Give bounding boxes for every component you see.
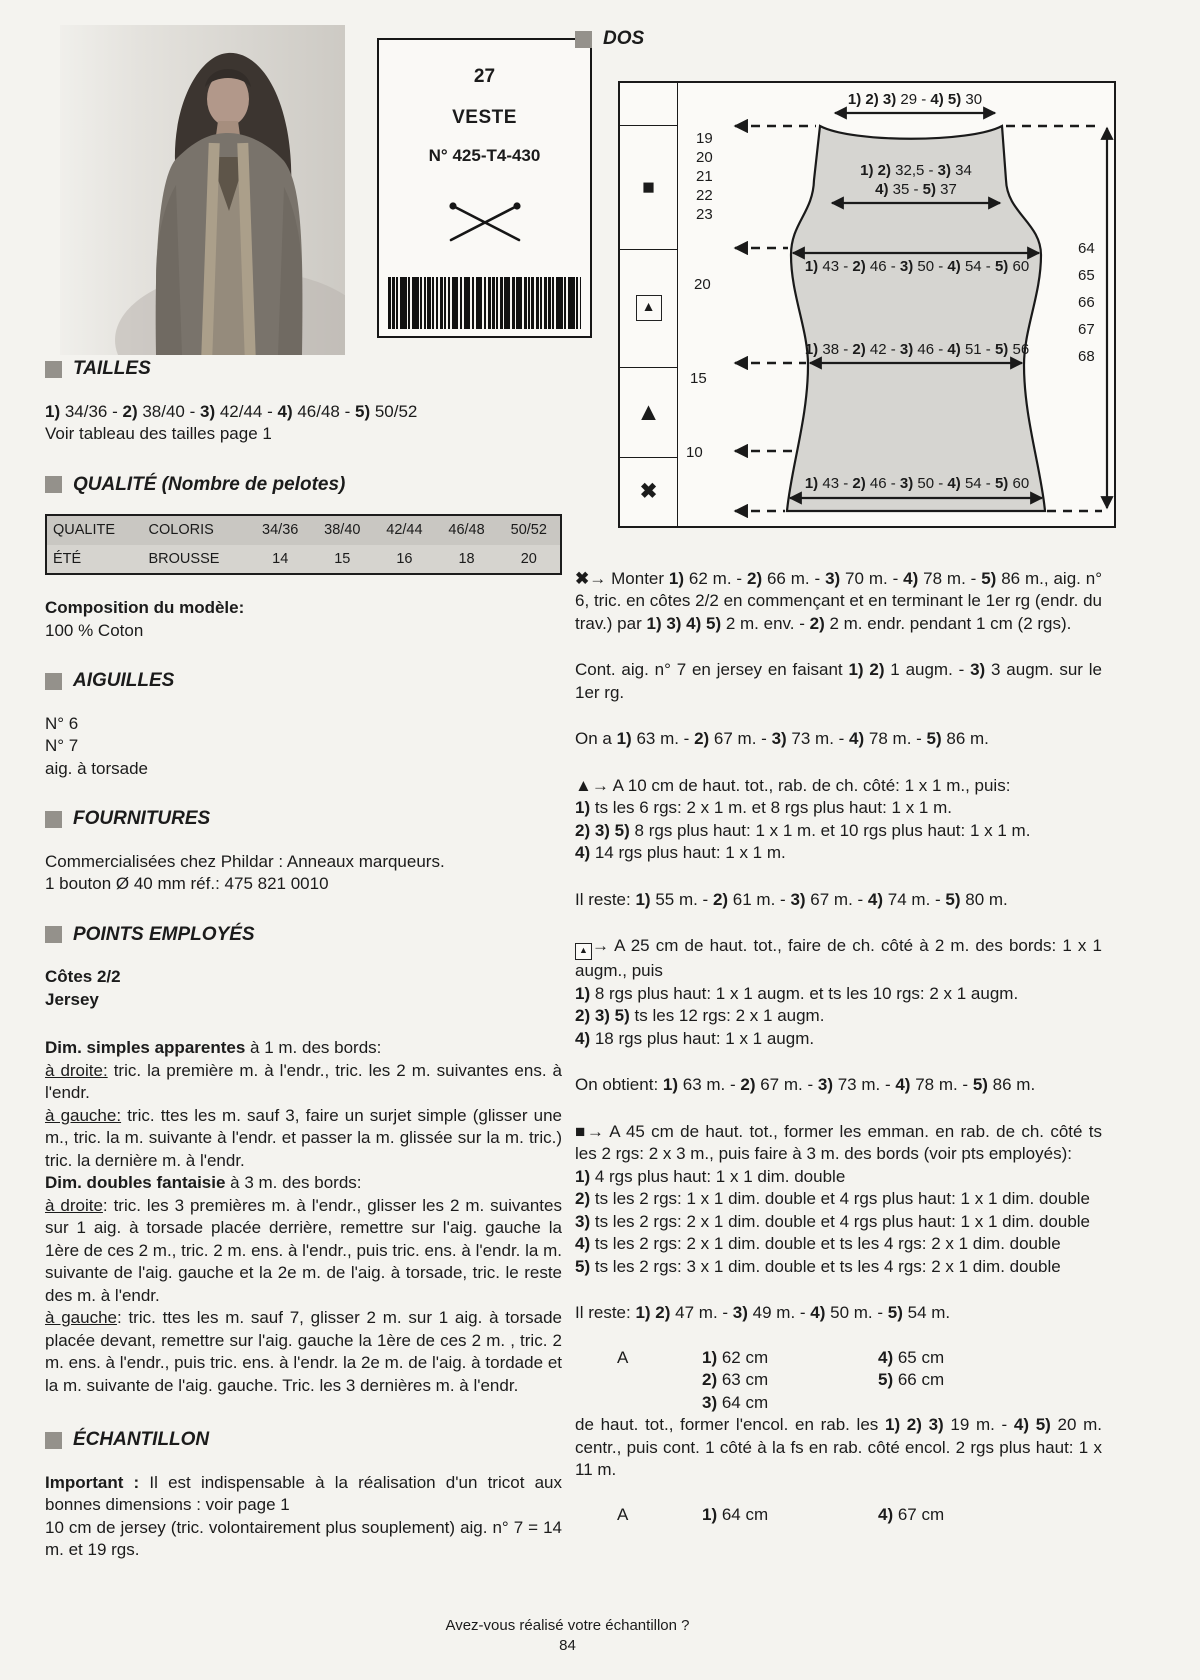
left-column: [45, 358, 562, 1562]
supplies-list: Commercialisées chez Phildar : Anneaux marqueurs. 1 bouton Ø 40 mm réf.: 475 821 0010: [45, 851, 445, 893]
section-marker-icon: [45, 361, 62, 378]
increase-paragraph: ▲ → A 25 cm de haut. tot., faire de ch. côté à 2 m. des bords: 1 x 1 augm., puis 1) 8 rgs plus haut: 1 x 1 augm. et ts les 10 rgs: 2 x 1 augm. 2) 3) 5) ts les 12 rgs: 2 x 1 augm. 4) 18 rgs plus haut: 1 x 1 augm.: [575, 936, 1102, 1048]
side-mark-20: 20: [694, 275, 711, 293]
shoulder-width-label: 1) 2) 32,5 - 3) 34 4) 35 - 5) 37: [860, 161, 972, 198]
legend-cell-triangle-icon: ▲: [620, 368, 677, 458]
pattern-reference: N° 425-T4-430: [428, 146, 541, 165]
symbol-legend-column: [620, 83, 678, 526]
section-marker-icon: [45, 673, 62, 690]
col-header: 42/44: [373, 515, 435, 545]
section-title: DOS: [603, 28, 645, 49]
sizes-line: 1) 34/36 - 2) 38/40 - 3) 42/44 - 4) 46/48 - 5) 50/52: [45, 401, 418, 421]
pattern-id-card: [377, 38, 592, 338]
neck-width-label: 1) 2) 3) 29 - 4) 5) 30: [847, 90, 983, 108]
cell-count: 14: [249, 545, 311, 575]
side-mark-15: 15: [690, 369, 707, 387]
armhole-width-label: 1) 43 - 2) 46 - 3) 50 - 4) 54 - 5) 60: [804, 257, 1030, 275]
remaining-2-paragraph: Il reste: 1) 2) 47 m. - 3) 49 m. - 4) 50 m. - 5) 54 m.: [575, 1303, 951, 1322]
decrease-instructions: Dim. simples apparentes à 1 m. des bords: à droite: tric. la première m. à l'endr., tric. les 2 m. suivantes ens. à l'endr. à gauche: tric. ttes les m. sauf 3, faire un surjet simple (glisser une m., tric. la m. suivante à l'endr. et passer la m. glissée sur la m. tric.) tric. la dernière m. à l'endr. Dim. doubles fantaisie à 3 m. des bords: à droite: tric. les 3 premières m. à l'endr., glisser les 2 m. suivantes sur 1 aig. à torsade placée derrière, remettre sur l'aig. gauche la 1ère de ces 2 m., tric. 2 m. ens. à l'endr., puis tric. ens. à l'endr. la m. suivante de l'aig. gauche et la 2e m. de l'aig. à torsade, tric. le reste des m. à l'endr. à gauche: tric. ttes les m. sauf 7, glisser 2 m. sur 1 aig. à torsade placée devant, remettre sur l'aig. gauche la 1ère de ces 2 m. , tric. 2 m. ens. à l'endr., puis tric. ens. à l'endr. la 2e m. de l'aig. à tordade et la m. suivante de l'aig. gauche. Tric. les 3 dernières m. à l'endr.: [45, 1038, 562, 1395]
armhole-paragraph: ■→ A 45 cm de haut. tot., former les emman. en rab. de ch. côté ts les 2 rgs: 2 x 3 m., puis faire à 3 m. des bords (voir pts employés): 1) 4 rgs plus haut: 1 x 1 dim. double 2) ts les 2 rgs: 1 x 1 dim. double et 4 rgs plus haut: 1 x 1 dim. double 3) ts les 2 rgs: 2 x 1 dim. double et 4 rgs plus haut: 1 x 1 dim. double 4) ts les 2 rgs: 2 x 1 dim. double et ts les 4 rgs: 2 x 1 dim. double 5) ts les 2 rgs: 3 x 1 dim. double et ts les 4 rgs: 2 x 1 dim. double: [575, 1121, 1102, 1276]
decrease-paragraph: ▲→ A 10 cm de haut. tot., rab. de ch. côté: 1 x 1 m., puis: 1) ts les 6 rgs: 2 x 1 m. et 8 rgs plus haut: 1 x 1 m. 2) 3) 5) 8 rgs plus haut: 1 x 1 m. et 10 rgs plus haut: 1 x 1 m. 4) 14 rgs plus haut: 1 x 1 m.: [575, 775, 1031, 862]
pelotes-table-header-row: [46, 515, 561, 545]
section-heading-aiguilles: [45, 670, 562, 693]
cell-count: 15: [311, 545, 373, 575]
model-photo: [60, 25, 345, 355]
section-title: AIGUILLES: [73, 670, 175, 691]
legend-cell-boxed-triangle-icon: ▲: [620, 250, 677, 368]
col-header: 46/48: [435, 515, 497, 545]
back-piece-schematic: [618, 81, 1116, 528]
cast-on-paragraph: ✖→ Monter 1) 62 m. - 2) 66 m. - 3) 70 m. - 4) 78 m. - 5) 86 m., aig. n° 6, tric. en côtes 2/2 en commençant et en terminant le 1er rg (endr. du trav.) par 1) 3) 4) 5) 2 m. env. - 2) 2 m. endr. pendant 1 cm (2 rgs).: [575, 568, 1103, 633]
crossed-needles-icon: [379, 194, 590, 259]
legend-cell: [620, 83, 677, 126]
col-header: 34/36: [249, 515, 311, 545]
footer-question: Avez-vous réalisé votre échantillon ?: [445, 1617, 690, 1634]
section-title: ÉCHANTILLON: [73, 1429, 210, 1450]
side-mark-10: 10: [686, 443, 703, 461]
garment-type: VESTE: [452, 106, 517, 128]
section-heading-points: [45, 924, 562, 947]
section-heading-tailles: [45, 358, 562, 381]
height-table-a2: [575, 1504, 1102, 1527]
cell-color: BROUSSE: [143, 545, 250, 575]
section-title: TAILLES: [73, 358, 151, 379]
page-footer: [0, 1616, 1135, 1656]
section-heading-fournitures: [45, 808, 562, 831]
neck-row-numbers: 19 20 21 22 23: [696, 129, 713, 223]
table-a-col1: 1) 64 cm: [702, 1504, 769, 1524]
col-header: COLORIS: [143, 515, 250, 545]
section-title: POINTS EMPLOYÉS: [73, 923, 255, 945]
cell-count: 18: [435, 545, 497, 575]
neckline-paragraph: de haut. tot., former l'encol. en rab. les 1) 2) 3) 19 m. - 4) 5) 20 m. centr., puis cont. 1 côté à la fs en rab. côté encol. 2 rgs plus haut: 1 x 11 m.: [575, 1415, 1102, 1479]
pelotes-table: [45, 514, 562, 575]
right-column: [575, 28, 1102, 1526]
table-a-label: A: [617, 1504, 629, 1524]
composition-value: 100 % Coton: [45, 620, 144, 640]
section-marker-icon: [45, 476, 62, 493]
remaining-1-paragraph: Il reste: 1) 55 m. - 2) 61 m. - 3) 67 m. - 4) 74 m. - 5) 80 m.: [575, 889, 1008, 909]
section-heading-echantillon: [45, 1429, 562, 1452]
model-photo-illustration: [60, 25, 345, 355]
composition-label: Composition du modèle:: [45, 598, 245, 617]
col-header: QUALITE: [46, 515, 143, 545]
hem-width-label: 1) 43 - 2) 46 - 3) 50 - 4) 54 - 5) 60: [804, 474, 1030, 492]
section-title: QUALITÉ (Nombre de pelotes): [73, 473, 346, 495]
sizes-note: Voir tableau des tailles page 1: [45, 424, 272, 443]
pelotes-table-data-row: [46, 545, 561, 575]
page-number: 84: [559, 1637, 576, 1654]
col-header: 38/40: [311, 515, 373, 545]
barcode: [388, 277, 581, 329]
section-marker-icon: [45, 926, 62, 943]
col-header: 50/52: [498, 515, 561, 545]
continue-paragraph: Cont. aig. n° 7 en jersey en faisant 1) 2) 1 augm. - 3) 3 augm. sur le 1er rg.: [575, 660, 1102, 702]
total-height-numbers: 64 65 66 67 68: [1078, 239, 1095, 365]
cell-count: 20: [498, 545, 561, 575]
pattern-number: 27: [473, 66, 496, 87]
height-table-a1: [575, 1347, 1102, 1415]
legend-cell-cross-icon: ✖: [639, 480, 658, 503]
stitches-list: Côtes 2/2 Jersey: [45, 967, 121, 1009]
section-marker-icon: [45, 1432, 62, 1449]
table-a-col2: 4) 67 cm: [878, 1504, 945, 1524]
cell-count: 16: [373, 545, 435, 575]
section-title: FOURNITURES: [73, 808, 211, 829]
needles-list: N° 6 N° 7 aig. à torsade: [45, 713, 149, 778]
section-marker-icon: [575, 31, 592, 48]
legend-cell-square-icon: ■: [620, 126, 677, 250]
section-marker-icon: [45, 811, 62, 828]
stitch-count-paragraph: On a 1) 63 m. - 2) 67 m. - 3) 73 m. - 4) 78 m. - 5) 86 m.: [575, 729, 989, 748]
section-heading-qualite: [45, 474, 562, 497]
table-a-col2: 4) 65 cm 5) 66 cm: [878, 1347, 945, 1389]
gauge-text: Important : Il est indispensable à la réalisation d'un tricot aux bonnes dimensions : voir page 1 10 cm de jersey (tric. volontairement plus souplement) aig. n° 7 = 14 m. et 19 rgs.: [45, 1472, 562, 1559]
table-a-col1: 1) 62 cm 2) 63 cm 3) 64 cm: [702, 1347, 769, 1412]
section-heading-dos: [575, 28, 1102, 51]
obtained-paragraph: On obtient: 1) 63 m. - 2) 67 m. - 3) 73 m. - 4) 78 m. - 5) 86 m.: [575, 1075, 1036, 1094]
cell-quality: ÉTÉ: [46, 545, 143, 575]
table-a-label: A: [617, 1347, 629, 1367]
waist-width-label: 1) 38 - 2) 42 - 3) 46 - 4) 51 - 5) 56: [804, 340, 1030, 358]
